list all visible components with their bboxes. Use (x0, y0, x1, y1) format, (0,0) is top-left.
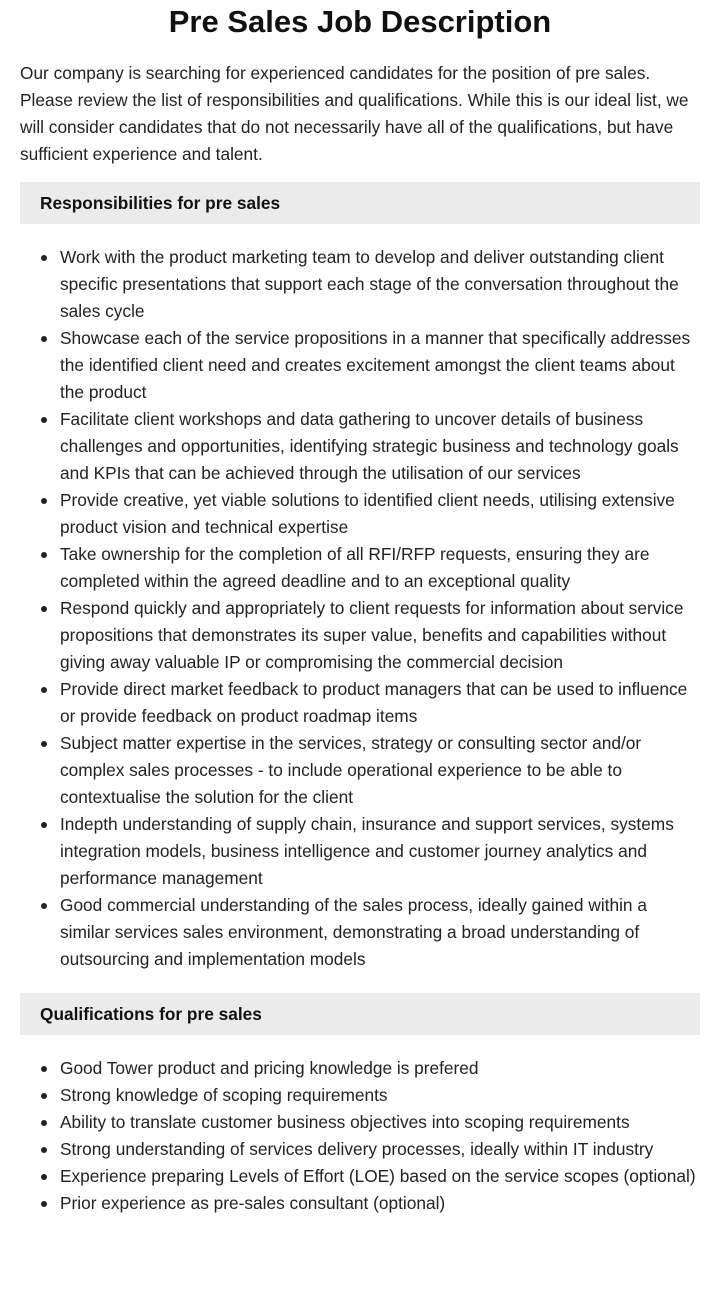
list-item-text: Good commercial understanding of the sales process, ideally gained within a similar services sales environment, demonstrating a broad understanding of outsourcing and implementation models (60, 895, 647, 969)
list-item (60, 406, 700, 487)
bullet-icon (41, 1120, 47, 1126)
bullet-icon (41, 687, 47, 693)
bullet-icon (41, 255, 47, 261)
list-item-text: Take ownership for the completion of all RFI/RFP requests, ensuring they are completed within the agreed deadline and to an exceptional quality (60, 544, 650, 591)
list-item-text: Experience preparing Levels of Effort (LOE) based on the service scopes (optional) (60, 1166, 696, 1186)
bullet-icon (41, 822, 47, 828)
list-item-text: Good Tower product and pricing knowledge is prefered (60, 1058, 479, 1078)
list-item (60, 676, 700, 730)
list-item-text: Indepth understanding of supply chain, insurance and support services, systems integration models, business intelligence and customer journey analytics and performance management (60, 814, 674, 888)
bullet-icon (41, 741, 47, 747)
bullet-icon (41, 1093, 47, 1099)
list-item (60, 487, 700, 541)
list-item (60, 541, 700, 595)
list-item-text: Work with the product marketing team to develop and deliver outstanding client specific presentations that support each stage of the conversation throughout the sales cycle (60, 247, 679, 321)
bullet-icon (41, 1066, 47, 1072)
list-item-text: Provide direct market feedback to product managers that can be used to influence or provide feedback on product roadmap items (60, 679, 688, 726)
list-item-text: Showcase each of the service propositions in a manner that specifically addresses the identified client need and creates excitement amongst the client teams about the product (60, 328, 691, 402)
bullet-icon (41, 606, 47, 612)
bullet-icon (41, 903, 47, 909)
list-item (60, 1136, 700, 1163)
list-item-text: Provide creative, yet viable solutions to identified client needs, utilising extensive product vision and technical expertise (60, 490, 675, 537)
bullet-icon (41, 417, 47, 423)
qualifications-list (20, 1055, 700, 1217)
qualifications-heading: Qualifications for pre sales (20, 993, 700, 1035)
responsibilities-heading: Responsibilities for pre sales (20, 182, 700, 224)
list-item-text: Facilitate client workshops and data gathering to uncover details of business challenges and opportunities, identifying strategic business and technology goals and KPIs that can be achieved through the utilisation of our services (60, 409, 679, 483)
list-item (60, 244, 700, 325)
list-item (60, 325, 700, 406)
list-item-text: Subject matter expertise in the services, strategy or consulting sector and/or complex sales processes - to include operational experience to be able to contextualise the solution for the client (60, 733, 642, 807)
bullet-icon (41, 498, 47, 504)
list-item (60, 811, 700, 892)
list-item-text: Strong understanding of services delivery processes, ideally within IT industry (60, 1139, 654, 1159)
list-item-text: Ability to translate customer business objectives into scoping requirements (60, 1112, 630, 1132)
responsibilities-list (20, 244, 700, 973)
bullet-icon (41, 1147, 47, 1153)
list-item-text: Respond quickly and appropriately to client requests for information about service propositions that demonstrates its super value, benefits and capabilities without giving away valuable IP or compromising the commercial decision (60, 598, 684, 672)
list-item (60, 595, 700, 676)
list-item (60, 1190, 700, 1217)
list-item (60, 1055, 700, 1082)
bullet-icon (41, 1174, 47, 1180)
list-item (60, 730, 700, 811)
bullet-icon (41, 1201, 47, 1207)
list-item (60, 1082, 700, 1109)
page-title: Pre Sales Job Description (168, 4, 552, 39)
list-item-text: Strong knowledge of scoping requirements (60, 1085, 388, 1105)
list-item (60, 1109, 700, 1136)
list-item (60, 892, 700, 973)
bullet-icon (41, 336, 47, 342)
intro-paragraph: Our company is searching for experienced candidates for the position of pre sales. Please review the list of responsibilities and qualifications. While this is our ideal list, we will consider candidates that do not necessarily have all of the qualifications, but have sufficient experience and talent. (20, 63, 689, 164)
bullet-icon (41, 552, 47, 558)
list-item-text: Prior experience as pre-sales consultant (optional) (60, 1193, 446, 1213)
list-item (60, 1163, 700, 1190)
